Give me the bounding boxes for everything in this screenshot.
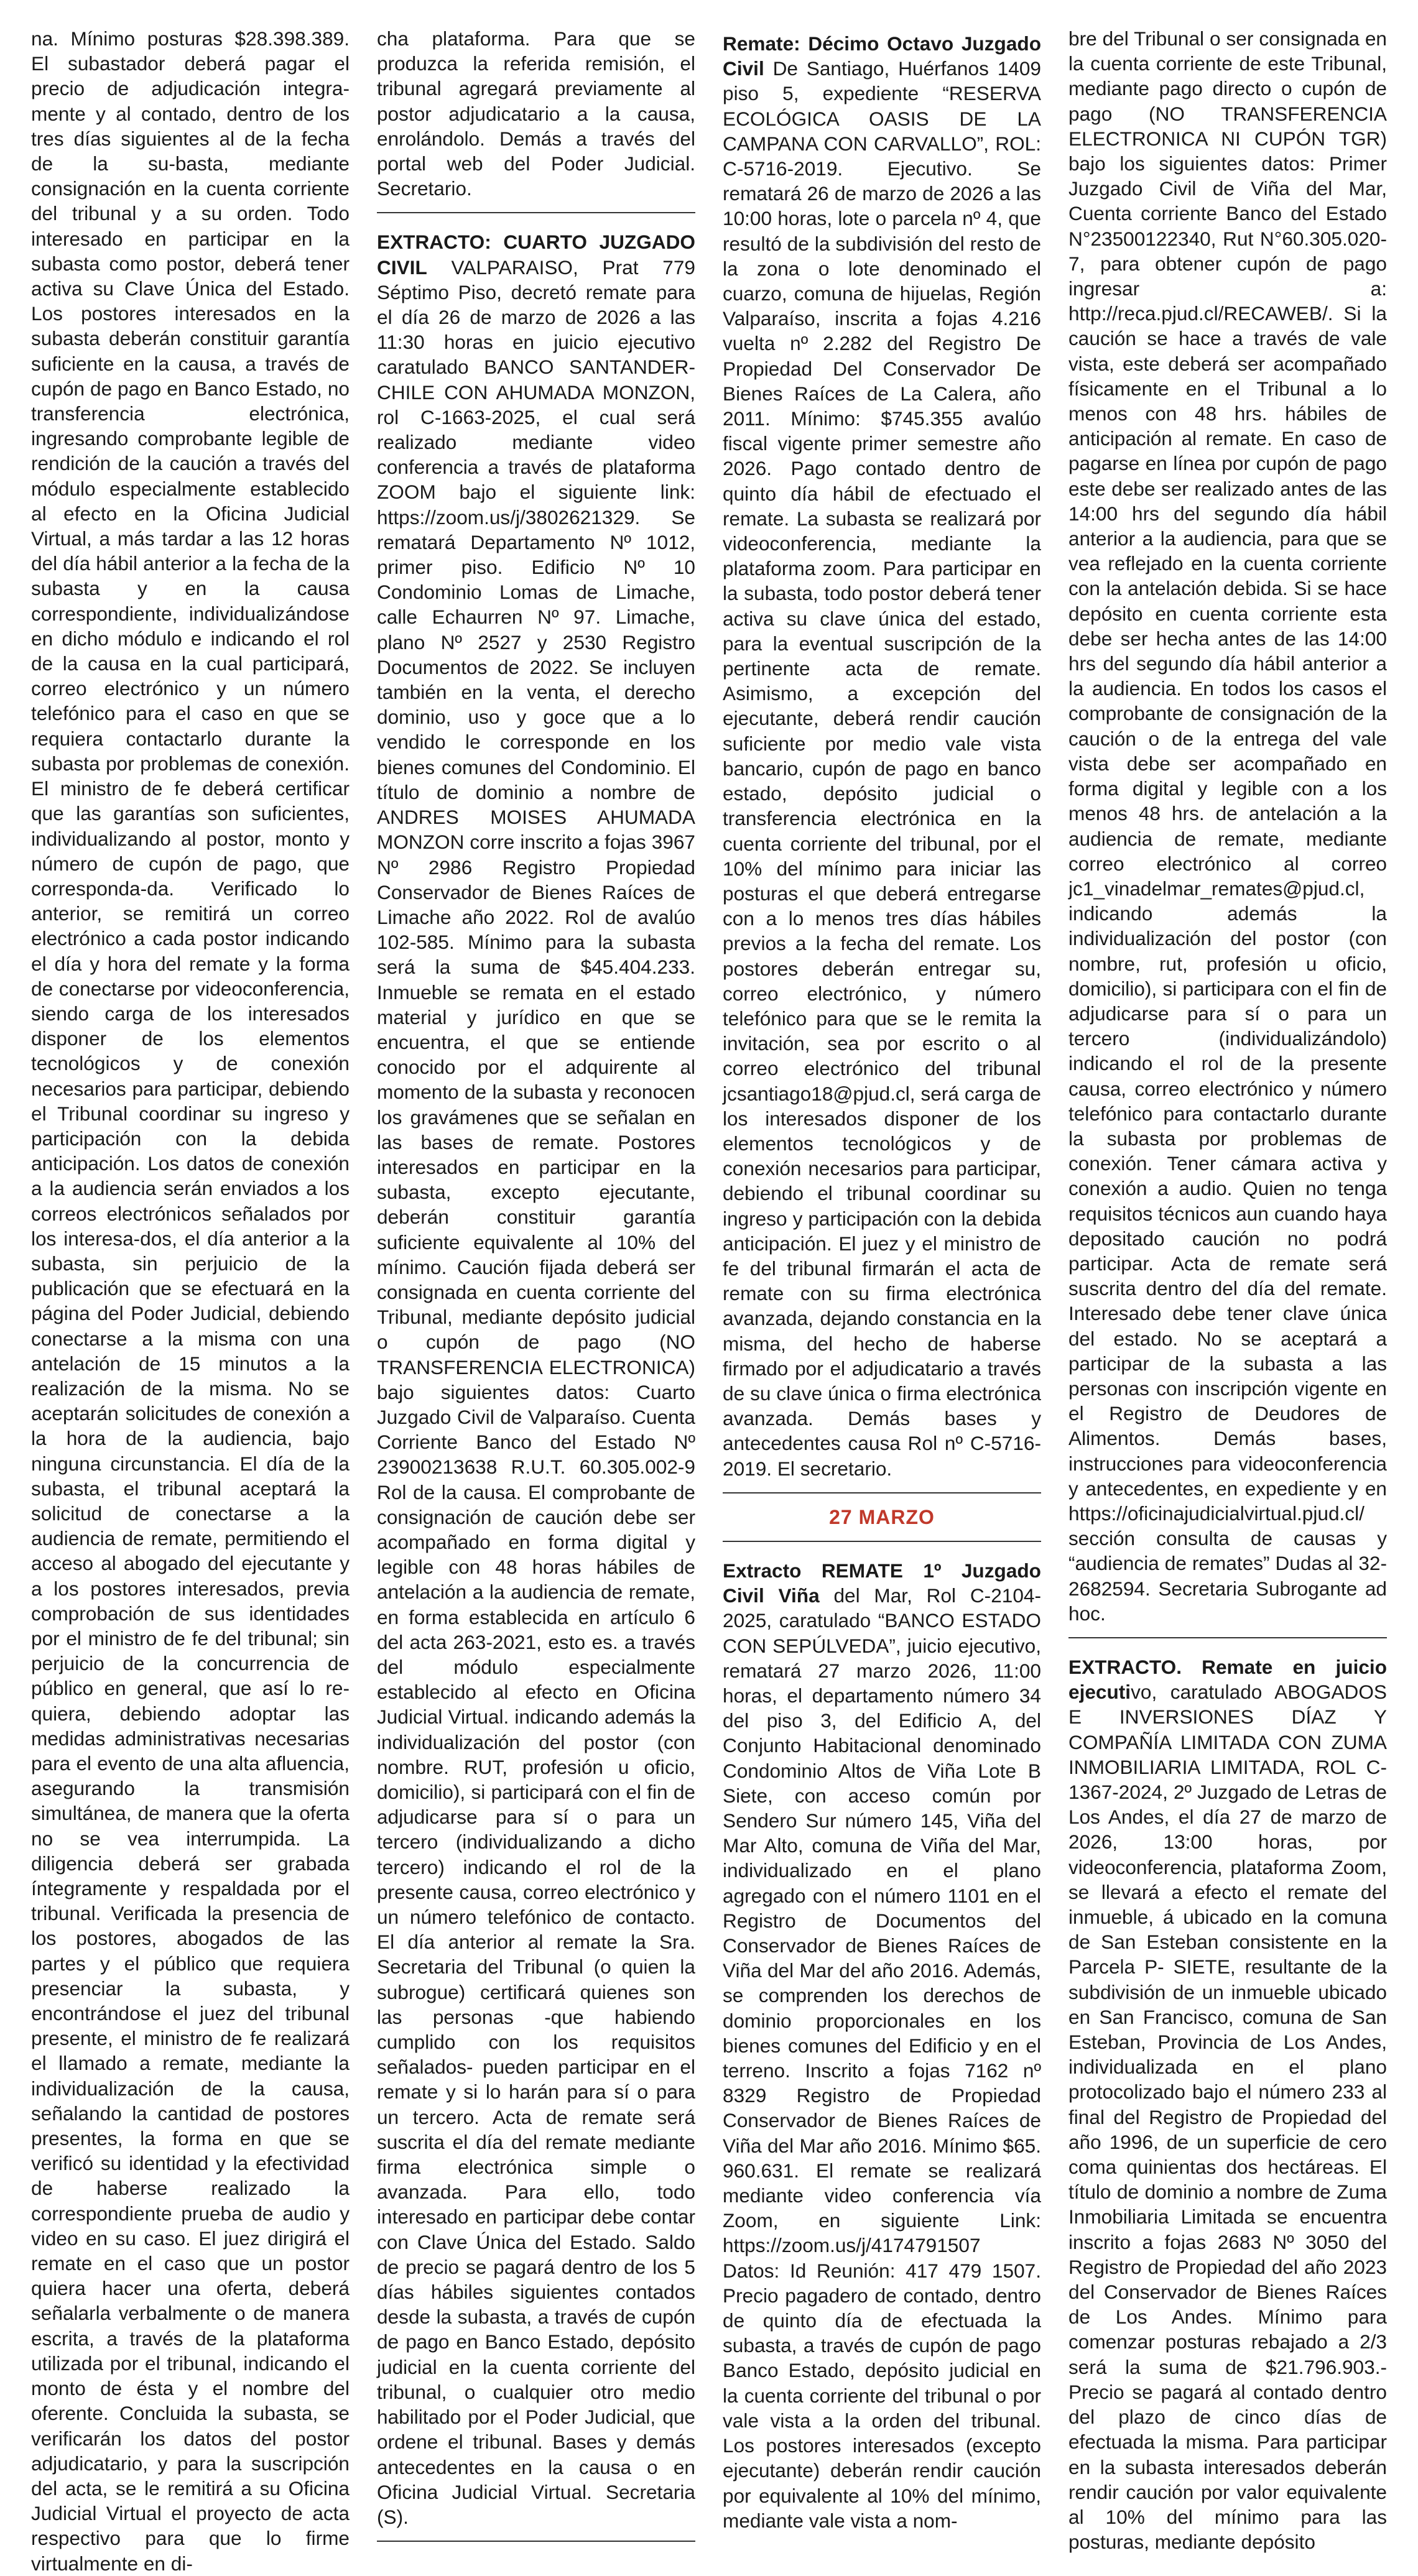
notice-continuation [31, 26, 350, 2576]
notice-heading: Remate: Décimo Octavo Juzgado Civil [723, 32, 1041, 80]
notice-heading: EXTRACTO. Remate en juicio ejecuti [1068, 1656, 1387, 1704]
notice-body: del Mar, Rol C-2104-2025, caratulado “BANCO ESTADO CON SEPÚLVEDA”, juicio ejecutivo, rematará 27 marzo 2026, 11:00 horas, el departamento número 34 del piso 3, del Edificio A, del Conjunto Habitacional denominado Condominio Altos de Viña Lote B Siete, con acceso común por Sendero Sur número 145, Viña del Mar Alto, comuna de Viña del Mar, individualizado en el plano agregado con el número 1101 en el Registro de Documentos del Conservador de Bienes Raíces de Viña del Mar del año 2016. Además, se comprenden los derechos de dominio proporcionales en los bienes comunes del Edificio y en el terreno. Inscrito a fojas 7162 nº 8329 Registro de Propiedad Conservador de Bienes Raíces de Viña del Mar año 2016. Mínimo $65. 960.631. El remate se realizará mediante video conferencia vía Zoom, en siguiente Link: https://zoom.us/j/4174791507 Datos: Id Reunión: 417 479 1507. Precio pagadero de contado, dentro de quinto día de efectuada la subasta, a través de cupón de pago Banco Estado, depósito judicial en la cuenta corriente del tribunal o por vale vista a la orden del tribunal. Los postores interesados (excepto ejecutante) deberán rendir caución por equivalente al 10% del mínimo, mediante vale vista a nom- [723, 1584, 1041, 2532]
notice-continuation [377, 26, 695, 201]
notice-heading: Extracto REMATE 1º Juzgado Civil Viña [723, 1559, 1041, 1607]
notice-heading: EXTRACTO: CUARTO JUZGADO CIVIL [377, 231, 695, 279]
section-divider [723, 1541, 1041, 1542]
section-divider [377, 2541, 695, 2542]
notice-body: cha plataforma. Para que se produzca la referida remisión, el tribunal agregará previamente al postor adjudicatario a la causa, enrolándolo. Demás a través del portal web del Poder Judicial. Secretario. [377, 27, 695, 200]
section-divider [723, 1492, 1041, 1493]
column-4 [1068, 26, 1387, 2554]
column-3 [723, 26, 1041, 2532]
date-section-header: 27 MARZO [829, 1505, 935, 1528]
column-2 [377, 26, 695, 2528]
legal-notice [723, 1553, 1041, 2533]
notice-body: na. Mínimo posturas $28.398.389. El subastador deberá pagar el precio de adjudicación integra-mente y al contado, dentro de los tres días siguientes al de la fecha de la su-basta, mediante consignación en la cuenta corriente del tribunal y a su orden. Todo interesado en participar en la subasta como postor, deberá tener activa su Clave Única del Estado. Los postores interesados en la subasta deberán constituir garantía suficiente en la causa, a través de cupón de pago en Banco Estado, no transferencia electrónica, ingresando comprobante legible de rendición de la caución a través del módulo especialmente establecido al efecto en la Oficina Judicial Virtual, a más tardar a las 12 horas del día hábil anterior a la fecha de la subasta y en la causa correspondiente, individualizándose en dicho módulo e indicando el rol de la causa en la cual participará, correo electrónico y un número telefónico para el caso en que se requiera contactarlo durante la subasta por problemas de conexión. El ministro de fe deberá certificar que las garantías son suficientes, individualizando al postor, monto y número de cupón de pago, que corresponda-da. Verificado lo anterior, se remitirá un correo electrónico a cada postor indicando el día y hora del remate y la forma de conectarse por videoconferencia, siendo carga de los interesados disponer de los elementos tecnológicos y de conexión necesarios para participar, debiendo el Tribunal coordinar su ingreso y participación con la debida anticipación. Los datos de conexión a la audiencia serán enviados a los correos electrónicos señalados por los interesa-dos, el día anterior a la subasta, sin perjuicio de la publicación que se efectuará en la página del Poder Judicial, debiendo conectarse a la misma con una antelación de 15 minutos a la realización de la misma. No se aceptarán solicitudes de conexión a la hora de la audiencia, bajo ninguna circunstancia. El día de la subasta, el tribunal aceptará la solicitud de conectarse a la audiencia de remate, permitiendo el acceso al abogado del ejecutante y a los postores interesados, previa comprobación de sus identidades por el ministro de fe del tribunal; sin perjuicio de la concurrencia de público en general, que así lo re-quiera, debiendo adoptar las medidas administrativas necesarias para el evento de una alta afluencia, asegurando la transmisión simultánea, de manera que la oferta no se vea interrumpida. La diligencia deberá ser grabada íntegramente y respaldada por el tribunal. Verificada la presencia de los postores, abogados de las partes y el público que requiera presenciar la subasta, y encontrándose el juez del tribunal presente, el ministro de fe realizará el llamado a remate, mediante la individualización de la causa, señalando la cantidad de postores presentes, la forma en que se verificó su identidad y la efectividad de haberse realizado la correspondiente prueba de audio y video en su caso. El juez dirigirá el remate en el caso que un postor quiera hacer una oferta, deberá señalarla verbalmente o de manera escrita, a través de la plataforma utilizada por el tribunal, indicando el monto de ésta y el nombre del oferente. Concluida la subasta, se verificarán los datos del postor adjudicatario, y para la suscripción del acta, se le remitirá a su Oficina Judicial Virtual el proyecto de acta respectivo para que lo firme virtualmente en di- [31, 27, 350, 2575]
section-divider [1068, 1637, 1387, 1638]
notice-body: bre del Tribunal o ser consignada en la cuenta corriente de este Tribunal, mediante pago directo o cupón de pago (NO TRANSFERENCIA ELECTRONICA NI CUPÓN TGR) bajo los siguientes datos: Primer Juzgado Civil de Viña del Mar, Cuenta corriente Banco del Estado N°23500122340, Rut N°60.305.020-7, para obtener cupón de pago ingresar a: http://reca.pjud.cl/RECAWEB/. Si la caución se hace a través de vale vista, este deberá ser acompañado físicamente en el Tribunal a lo menos con 48 hrs. hábiles de anticipación al remate. En caso de pagarse en línea por cupón de pago este debe ser realizado antes de las 14:00 hrs del segundo día hábil anterior a la audiencia, para que se vea reflejado en la cuenta corriente con la antelación debida. Si se hace depósito en cuenta corriente esta debe ser hecha antes de las 14:00 hrs del segundo día hábil anterior a la audiencia. En todos los casos el comprobante de consignación de la caución o de la entrega del vale vista debe ser acompañado en forma digital y legible con a los menos 48 hrs. de antelación a la audiencia de remate, mediante correo electrónico al correo jc1_vinadelmar_remates@pjud.cl, indicando además la individualización del postor (con nombre, rut, profesión u oficio, domicilio), si participara con el fin de adjudicarse para sí o para un tercero (individualizándolo) indicando el rol de la presente causa, correo electrónico y número telefónico para contactarlo durante la subasta por problemas de conexión. Tener cámara activa y conexión a audio. Quien no tenga requisitos técnicos aun cuando haya depositado caución no podrá participar. Acta de remate será suscrita dentro del día del remate. Interesado debe tener clave única del estado. No se aceptará a participar de la subasta a las personas con inscripción vigente en el Registro de Deudores de Alimentos. Demás bases, instrucciones para videoconferencia y antecedentes, en expediente y en https://oficinajudicialvirtual.pjud.cl/ sección consulta de causas y “audiencia de remates” Dudas al 32-2682594. Secretaria Subrogante ad hoc. [1068, 27, 1387, 1625]
legal-notice [377, 224, 695, 2529]
notice-body: De Santiago, Huérfanos 1409 piso 5, expediente “RESERVA ECOLÓGICA OASIS DE LA CAMPANA CON CARVALLO”, ROL: C-5716-2019. Ejecutivo. Se rematará 26 de marzo de 2026 a las 10:00 horas, lote o parcela nº 4, que resultó de la subdivisión del resto de la zona o lote denominado el cuarzo, comuna de hijuelas, Región Valparaíso, inscrita a fojas 4.216 vuelta nº 2.282 del Registro De Propiedad Del Conservador De Bienes Raíces de La Calera, año 2011. Mínimo: $745.355 avalúo fiscal vigente primer semestre año 2026. Pago contado dentro de quinto día hábil de efectuado el remate. La subasta se realizará por videoconferencia, mediante la plataforma zoom. Para participar en la subasta, todo postor deberá tener activa su clave única del estado, para la eventual suscripción de la pertinente acta de remate. Asimismo, a excepción del ejecutante, deberá rendir caución suficiente por medio vale vista bancario, cupón de pago en banco estado, depósito judicial o transferencia electrónica en la cuenta corriente del tribunal, por el 10% del mínimo para iniciar las posturas el que deberá entregarse con a lo menos tres días hábiles previos a la fecha del remate. Los postores deberán entregar su, correo electrónico, y número telefónico para que se le remita la invitación, sea por escrito o al correo electrónico del tribunal jcsantiago18@pjud.cl, será carga de los interesados disponer de los elementos tecnológicos y de conexión necesarios para participar, debiendo el tribunal coordinar su ingreso y participación con la debida anticipación. El juez y el ministro de fe del tribunal firmarán el acta de remate con su firma electrónica avanzada, dejando constancia en la misma, del hecho de haberse firmado por el adjudicatario a través de su clave única o firma electrónica avanzada. Demás bases y antecedentes causa Rol nº C-5716-2019. El secretario. [723, 57, 1041, 1480]
notice-body: VALPARAISO, Prat 779 Séptimo Piso, decretó remate para el día 26 de marzo de 2026 a las 11:30 horas en juicio ejecutivo caratulado BANCO SANTANDER-CHILE CON AHUMADA MONZON, rol C-1663-2025, el cual será realizado mediante video conferencia a través de plataforma ZOOM bajo el siguiente link: https://zoom.us/j/3802621329. Se rematará Departamento Nº 1012, primer piso. Edificio Nº 10 Condominio Lomas de Limache, calle Echaurren Nº 97. Limache, plano Nº 2527 y 2530 Registro Documentos de 2022. Se incluyen también en la venta, el derecho dominio, uso y goce que a lo vendido le corresponde en los bienes comunes del Condominio. El título de dominio a nombre de ANDRES MOISES AHUMADA MONZON corre inscrito a fojas 3967 Nº 2986 Registro Propiedad Conservador de Bienes Raíces de Limache año 2022. Rol de avalúo 102-585. Mínimo para la subasta será la suma de $45.404.233. Inmueble se remata en el estado material y jurídico en que se encuentra, el que se entiende conocido por el adquirente al momento de la subasta y reconocen los gravámenes que se señalan en las bases de remate. Postores interesados en participar en la subasta, excepto ejecutante, deberán constituir garantía suficiente equivalente al 10% del mínimo. Caución fijada deberá ser consignada en cuenta corriente del Tribunal, mediante depósito judicial o cupón de pago (NO TRANSFERENCIA ELECTRONICA) bajo siguientes datos: Cuarto Juzgado Civil de Valparaíso. Cuenta Corriente Banco del Estado Nº 23900213638 R.U.T. 60.305.002-9 Rol de la causa. El comprobante de consignación de caución debe ser acompañado en forma digital y legible con 48 horas hábiles de antelación a la audiencia de remate, en forma establecida en artículo 6 del acta 263-2021, esto es. a través del módulo especialmente establecido al efecto en Oficina Judicial Virtual. indicando además la individualización del postor (con nombre. RUT, profesión u oficio, domicilio), si participará con el fin de adjudicarse para sí o para un tercero (individualizando a dicho tercero) indicando el rol de la presente causa, correo electrónico y un número telefónico de contacto. El día anterior al remate la Sra. Secretaria del Tribunal (o quien la subrogue) certificará quienes son las personas -que habiendo cumplido con los requisitos señalados- pueden participar en el remate y si lo harán para sí o para un tercero. Acta de remate será suscrita el día del remate mediante firma electrónica simple o avanzada. Para ello, todo interesado en participar debe contar con Clave Única del Estado. Saldo de precio se pagará dentro de los 5 días hábiles siguientes contados desde la subasta, a través de cupón de pago en Banco Estado, depósito judicial en la cuenta corriente del tribunal, o cualquier otro medio habilitado por el Poder Judicial, que ordene el tribunal. Bases y demás antecedentes en la causa o en Oficina Judicial Virtual. Secretaria (S). [377, 256, 695, 2528]
legal-notice [1068, 1650, 1387, 2554]
column-1 [31, 26, 350, 2575]
notice-continuation [1068, 26, 1387, 1626]
section-divider [377, 212, 695, 213]
legal-notice [723, 26, 1041, 1481]
notice-body: vo, caratulado ABOGADOS E INVERSIONES DÍAZ Y COMPAÑÍA LIMITADA CON ZUMA INMOBILIARIA LIMITADA, ROL C-1367-2024, 2º Juzgado de Letras de Los Andes, el día 27 de marzo de 2026, 13:00 horas, por videoconferencia, plataforma Zoom, se llevará a efecto el remate del inmueble, á ubicado en la comuna de San Esteban consistente en la Parcela P- SIETE, resultante de la subdivisión de un inmueble ubicado en San Francisco, comuna de San Esteban, Provincia de Los Andes, individualizada en el plano protocolizado bajo el número 233 al final del Registro de Propiedad del año 1996, de un superficie de cero coma quinientas dos hectáreas. El título de dominio a nombre de Zuma Inmobiliaria Limitada se encuentra inscrito a fojas 2683 Nº 3050 del Registro de Propiedad del año 2023 del Conservador de Bienes Raíces de Los Andes. Mínimo para comenzar posturas rebajado a 2/3 será la suma de $21.796.903.- Precio se pagará al contado dentro del plazo de cinco días de efectuada la misma. Para participar en la subasta interesados deberán rendir caución por valor equivalente al 10% del mínimo para las posturas, mediante depósito [1068, 1681, 1387, 2554]
